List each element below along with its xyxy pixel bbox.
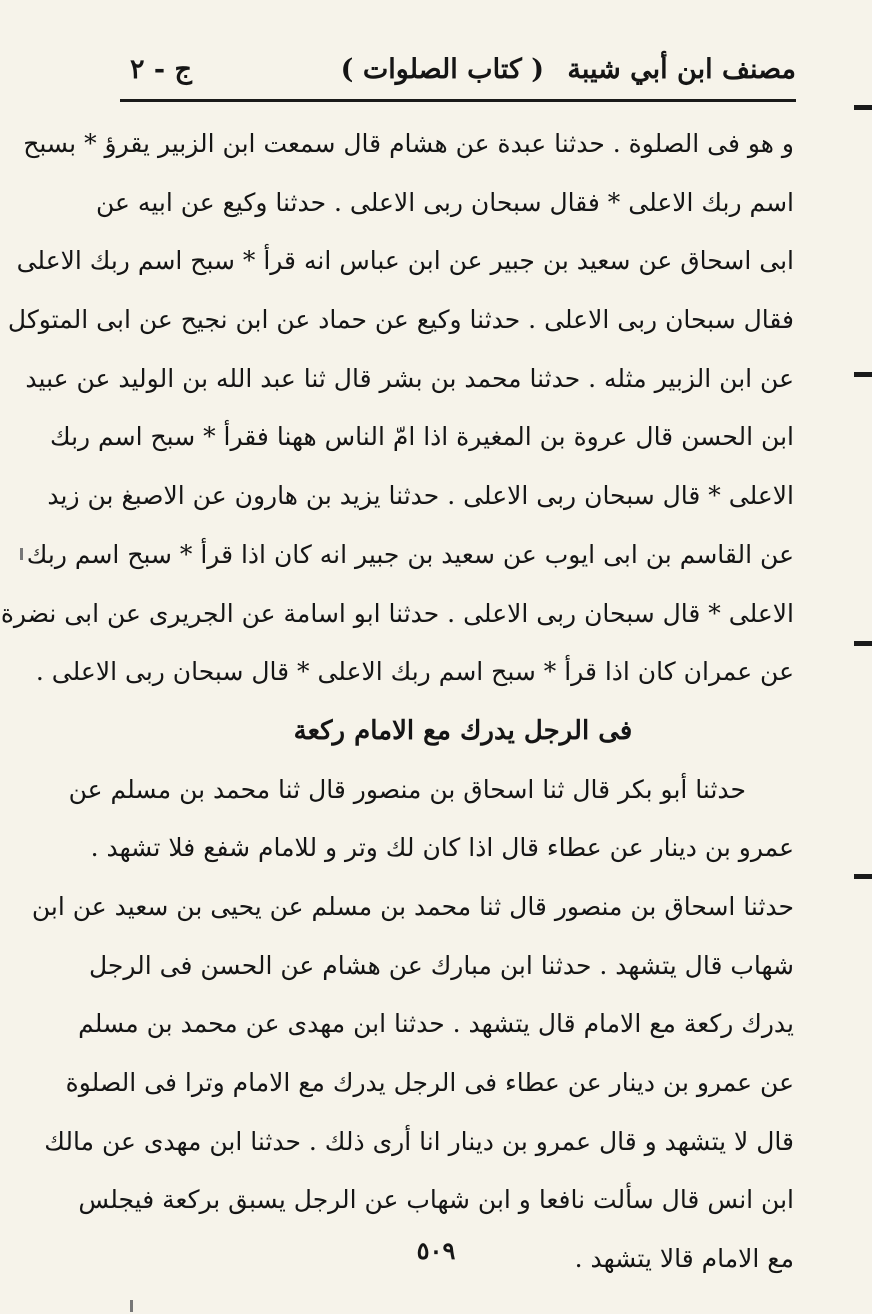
text-line: الاعلى * قال سبحان ربى الاعلى . حدثنا يزيد بن هارون عن الاصبغ بن زيد: [47, 481, 794, 511]
chapter-heading: فى الرجل يدرك مع الامام ركعة: [293, 715, 633, 746]
main-text: [0, 115, 794, 1289]
text-line: عن عمرو بن دينار عن عطاء فى الرجل يدرك مع الامام وترا فى الصلوة: [65, 1068, 794, 1097]
margin-mark: [854, 105, 872, 110]
margin-speck: [130, 1300, 133, 1312]
section-title: ( كتاب الصلوات ): [340, 54, 544, 85]
text-line: اسم ربك الاعلى * فقال سبحان ربى الاعلى . حدثنا وكيع عن ابيه عن: [96, 187, 794, 217]
text-line: و هو فى الصلوة . حدثنا عبدة عن هشام قال سمعت ابن الزبير يقرؤ * بسبح: [23, 129, 794, 158]
text-line: حدثنا أبو بكر قال ثنا اسحاق بن منصور قال ثنا محمد بن مسلم عن: [68, 774, 746, 804]
header-rule: [120, 99, 796, 102]
text-line: ابى اسحاق عن سعيد بن جبير عن ابن عباس انه قرأ * سبح اسم ربك الاعلى: [16, 246, 794, 276]
book-title: مصنف ابن أبي شيبة: [567, 54, 796, 85]
text-line: فقال سبحان ربى الاعلى . حدثنا وكيع عن حماد عن ابن نجيح عن ابى المتوكل: [7, 305, 794, 335]
text-line: يدرك ركعة مع الامام قال يتشهد . حدثنا ابن مهدى عن محمد بن مسلم: [78, 1009, 794, 1039]
text-line: ابن الحسن قال عروة بن المغيرة اذا امّ الناس ههنا فقرأ * سبح اسم ربك: [50, 422, 794, 452]
text-line: الاعلى * قال سبحان ربى الاعلى . حدثنا ابو اسامة عن الجريرى عن ابى نضرة: [0, 598, 794, 628]
text-line: شهاب قال يتشهد . حدثنا ابن مبارك عن هشام عن الحسن فى الرجل: [88, 950, 794, 980]
margin-mark: [854, 372, 872, 377]
text-line: عن ابن الزبير مثله . حدثنا محمد بن بشر قال ثنا عبد الله بن الوليد عن عبيد: [25, 363, 794, 393]
text-line: عن القاسم بن ابى ايوب عن سعيد بن جبير انه كان اذا قرأ * سبح اسم ربك: [26, 539, 794, 569]
text-line: ابن انس قال سألت نافعا و ابن شهاب عن الرجل يسبق بركعة فيجلس: [78, 1185, 794, 1215]
text-line: حدثنا اسحاق بن منصور قال ثنا محمد بن مسلم عن يحيى بن سعيد عن ابن: [31, 891, 794, 921]
text-line: عن عمران كان اذا قرأ * سبح اسم ربك الاعلى * قال سبحان ربى الاعلى .: [35, 657, 794, 687]
margin-speck: [20, 548, 23, 560]
running-header: [118, 48, 796, 100]
text-line: عمرو بن دينار عن عطاء قال اذا كان لك وتر و للامام شفع فلا تشهد .: [90, 833, 794, 863]
volume-label: ج - ٢: [130, 54, 192, 85]
page-number: ٥٠٩: [416, 1236, 456, 1265]
margin-mark: [854, 641, 872, 646]
margin-mark: [854, 874, 872, 879]
text-line: مع الامام قالا يتشهد .: [574, 1244, 794, 1274]
text-line: قال لا يتشهد و قال عمرو بن دينار انا أرى ذلك . حدثنا ابن مهدى عن مالك: [44, 1126, 794, 1156]
